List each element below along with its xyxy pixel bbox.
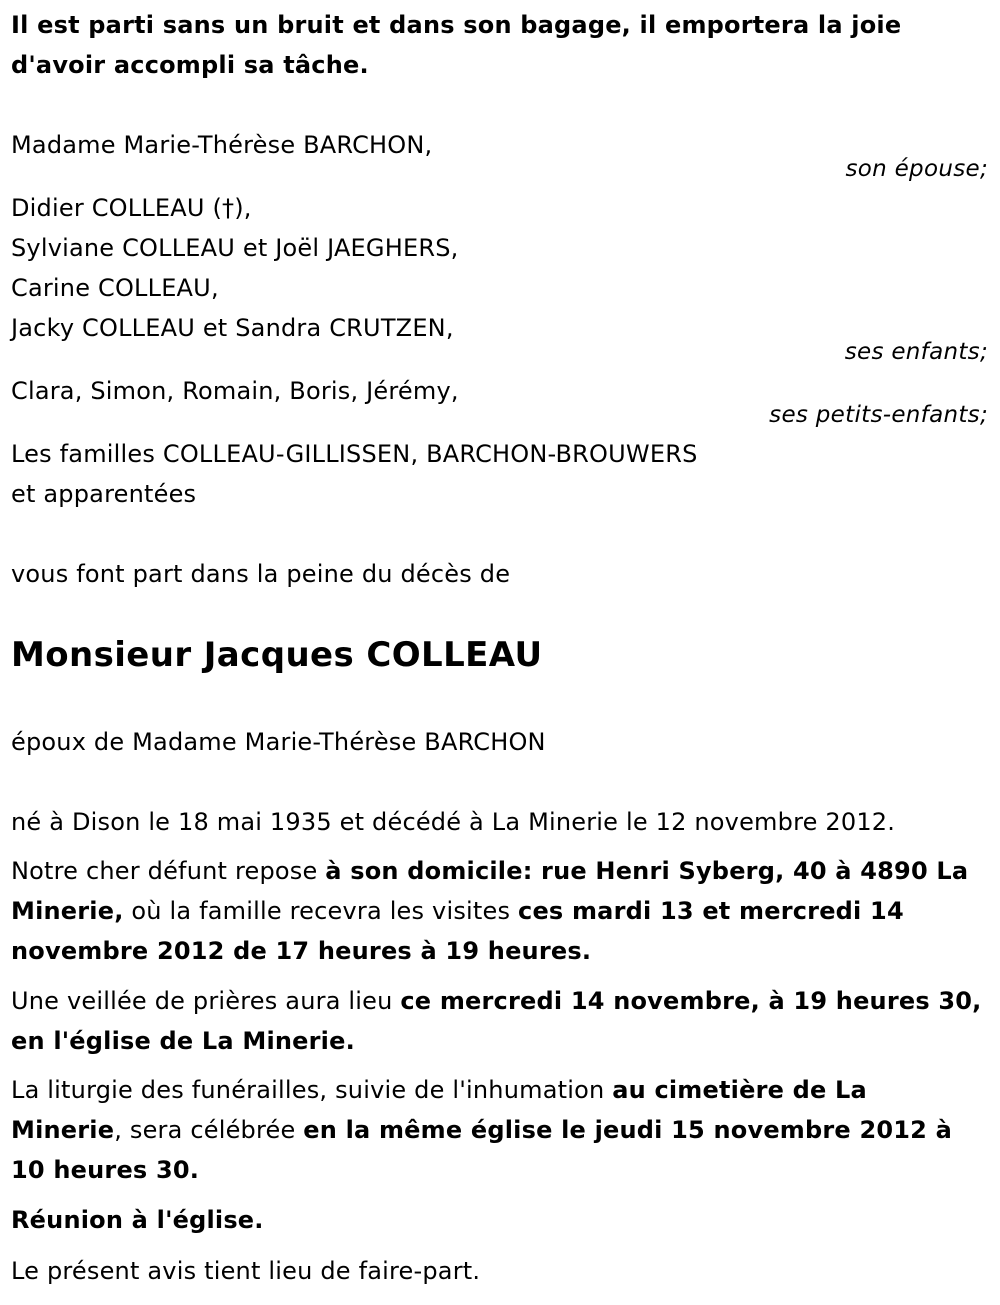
child-name: Carine COLLEAU,: [11, 274, 219, 302]
child-name: Jacky COLLEAU et Sandra CRUTZEN,: [11, 314, 454, 342]
epigraph-line-1: Il est parti sans un bruit et dans son bagage, il emportera la joie: [11, 11, 902, 39]
repose-paragraph: [11, 851, 986, 971]
children-relation: ses enfants;: [844, 339, 988, 365]
liturgy-paragraph: [11, 1070, 986, 1190]
husband-of-text: époux de Madame Marie-Thérèse BARCHON: [11, 728, 546, 756]
families-line-1: Les familles COLLEAU-GILLISSEN, BARCHON-BROUWERS: [11, 440, 698, 468]
liturgy-text-1: La liturgie des funérailles, suivie de l'inhumation: [11, 1076, 613, 1104]
announcement-text: vous font part dans la peine du décès de: [11, 560, 511, 588]
repose-address: à son domicile: rue Henri Syberg, 40 à 4890 La Minerie,: [11, 857, 969, 925]
liturgy-text-2: , sera célébrée: [114, 1116, 304, 1144]
epigraph-line-2: d'avoir accompli sa tâche.: [11, 51, 369, 79]
repose-text-1: Notre cher défunt repose: [11, 857, 326, 885]
birth-death-text: né à Dison le 18 mai 1935 et décédé à La Minerie le 12 novembre 2012.: [11, 808, 896, 836]
child-name: Sylviane COLLEAU et Joël JAEGHERS,: [11, 234, 459, 262]
repose-text-2: où la famille recevra les visites: [123, 897, 519, 925]
liturgy-details: en la même église le jeudi 15 novembre 2012 à 10 heures 30.: [11, 1116, 952, 1184]
repose-visit-times: ces mardi 13 et mercredi 14 novembre 2012 de 17 heures à 19 heures.: [11, 897, 904, 965]
vigil-details: ce mercredi 14 novembre, à 19 heures 30, en l'église de La Minerie.: [11, 987, 982, 1055]
spouse-relation: son épouse;: [845, 156, 988, 182]
grandchildren-names: Clara, Simon, Romain, Boris, Jérémy,: [11, 377, 459, 405]
spouse-name: Madame Marie-Thérèse BARCHON,: [11, 131, 433, 159]
grandchildren-relation: ses petits-enfants;: [769, 402, 988, 428]
liturgy-cemetery: au cimetière de La Minerie: [11, 1076, 867, 1144]
vigil-paragraph: [11, 981, 986, 1061]
child-name: Didier COLLEAU (†),: [11, 194, 252, 222]
deceased-name: Monsieur Jacques COLLEAU: [11, 635, 543, 675]
closing-text: Le présent avis tient lieu de faire-part.: [11, 1257, 481, 1285]
families-line-2: et apparentées: [11, 480, 197, 508]
vigil-text: Une veillée de prières aura lieu: [11, 987, 401, 1015]
meeting-text: Réunion à l'église.: [11, 1206, 264, 1234]
